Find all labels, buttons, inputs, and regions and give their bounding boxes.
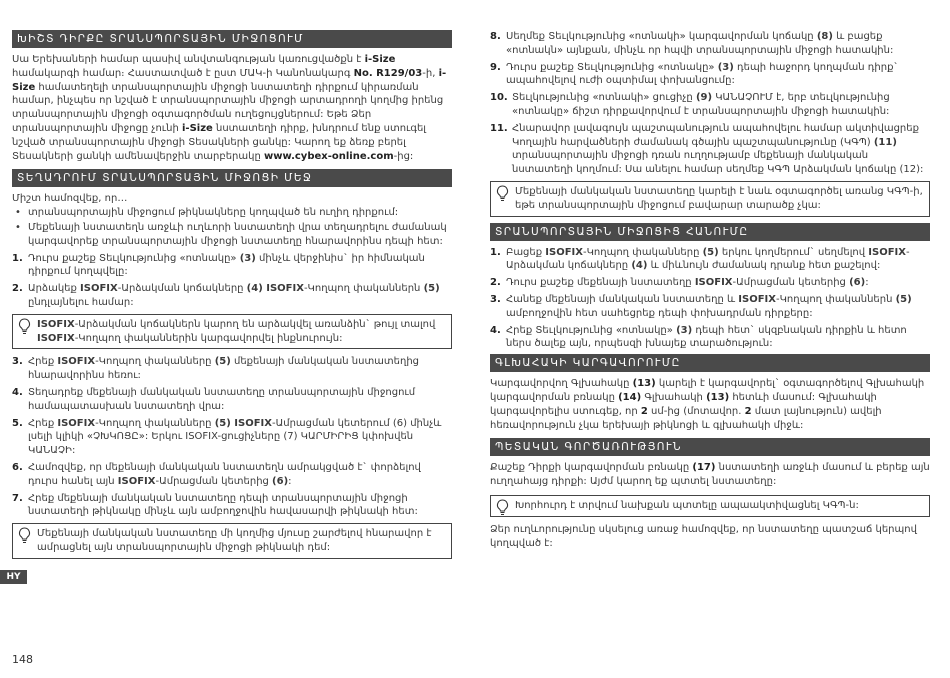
right-column [490, 30, 930, 556]
text: սմ-ից (մոտավոր. [647, 405, 745, 417]
text: Դուրս քաշեք Տեւլկությունից «ոտնակը» [506, 61, 718, 73]
text: Համոզվեք, որ մեքենայի մանկական նստատեղն ամրակցված է` փորձելով դուրս հանել այն [28, 461, 421, 487]
text-bold: (17) [692, 462, 716, 474]
text-bold: (4) [631, 260, 648, 272]
step-item [490, 122, 930, 177]
text: մատ լայնություն) ավելի հեռավորություն չկա երեխայի թիկնոցի և գլխահակի միջև: [490, 405, 882, 431]
section-header-headrest: ԳԼԽԱՀԱԿԻ ԿԱՐԳԱՎՈՐՈՒՄԸ [490, 354, 930, 372]
step-item [490, 246, 930, 274]
check-bullets [12, 206, 452, 248]
step-item [490, 324, 930, 352]
note-box [12, 523, 452, 559]
step-item [490, 91, 930, 119]
text: ընդլայնելու համար: [28, 296, 134, 308]
text: Սա Երեխաների համար պասիվ անվտանգության կառուցվածքն է [12, 54, 365, 65]
text-bold: (5) [895, 293, 912, 305]
section-header-difficult-position: ԽԻՇՏ ԴԻՐՔԸ ՏՐԱՆՍՊՈՐՏԱՅԻՆ ՄԻՋՈՑՈՒՄ [12, 30, 452, 48]
text-bold: 2 [640, 405, 648, 417]
text: մեքենայի մանկական նստատեղից հնարավորինս հեռու: [28, 356, 420, 382]
text: Տեղադրեք մեքենայի մանկական նստատեղը տրանսպորտային միջոցում համապատասխան նստատեղի վրա: [28, 386, 416, 412]
text-bold: (13) [632, 378, 656, 390]
step-number: 1. [490, 246, 501, 258]
install-steps-c [490, 30, 930, 177]
text-bold: ISOFIX [80, 283, 118, 295]
text: -Արձակման կոճակները [506, 246, 910, 272]
text: Բացեք [506, 246, 546, 258]
text: համատեղելի տրանսպորտային միջոցի նստատեղի դիրքում կիրառման համար, ինչպես որ նշված է տրանսպորտային միջոցի արտադրողի կողմից իրենց տրանսպորտային միջոցի օգտագործման ուղեցույցներում: Եթե Ձեր տրանսպորտային միջոցը չունի [12, 81, 444, 134]
text: և միևնույն ժամանակ դրանք հետ քաշելով: [647, 260, 881, 272]
text-bold: ISOFIX [37, 318, 75, 330]
step-item [490, 293, 930, 321]
text: : [288, 475, 292, 487]
text-bold: (5) [423, 283, 440, 295]
text: -Կողպող փականներն [775, 293, 896, 305]
step-number: 2. [490, 277, 501, 289]
text: -Կողպող փականները [95, 356, 215, 368]
text: Սեղմեք Տեւլկությունից «ոտնակի» կարգավորման կոճակը [506, 31, 817, 42]
step-number: 3. [12, 356, 23, 368]
lightbulb-icon [495, 185, 510, 202]
text-bold: (14) [618, 391, 642, 403]
text-bold: ISOFIX [37, 332, 75, 344]
note-text: Մեքենայի մանկական նստատեղը մի կողմից մյուսը շարժելով հնարավոր է ամրացնել այն տրանսպորտային միջոցի թիկնակի դեմ: [37, 528, 432, 553]
text-bold: 2 [744, 405, 752, 417]
text-bold: ISOFIX [117, 475, 156, 487]
step-item [490, 30, 930, 58]
text-bold: i-Size [12, 67, 447, 93]
lightbulb-icon [495, 499, 510, 516]
text: -Ամրացման կետերից [732, 277, 850, 289]
step-item [490, 61, 930, 89]
text: Հրեք Տեւլկությունից «ոտնակը» [506, 324, 677, 336]
text: դեպի հետ` սկզբնական դիրքին և հետո ներս ծալեք այն, որպեսզի խնայեք տարածություն: [506, 324, 907, 350]
step-number: 2. [12, 283, 23, 295]
install-steps-a [12, 252, 452, 310]
text: : [865, 277, 869, 289]
text: -Արձակման կոճակները [117, 283, 247, 295]
step-number: 4. [490, 324, 501, 336]
text: Արձակեք [28, 283, 81, 295]
step-number: 11. [490, 122, 508, 134]
bullet-item: • տրանսպորտային միջոցում թիկնակները կողպված են ուղիղ դիրքում: [12, 206, 452, 220]
text-bold: (6) [849, 277, 866, 289]
text-bold: (9) [695, 92, 713, 104]
text: -Ամրացման կետերից [155, 475, 273, 487]
text: հետևի մասում: Գլխահակի կարգավորելիս ստուգեք, որ [490, 391, 877, 417]
text: Հրեք [28, 417, 58, 429]
text: ԿԱՆԱՉՈՒՄ է, երբ տեւլկությունից «ոտնակը» ճիշտ դիրքավորվում է տրանսպորտային միջոցի հատակին: [512, 92, 890, 117]
text: Հրեք [28, 356, 58, 368]
text: նստատեղի դիրք, խնդրում ենք ստուգել նշված տրանսպորտային միջոցի Տեսակների ցանկը: Կարող եք ձեռք բերել Տեսակների ցանկի ամենավերջին տարբերակը [12, 122, 427, 162]
text: -Կողպող փականները [95, 417, 215, 429]
text: տրանսպորտային միջոցի դռան ուղղությամբ մեքենայի մանկական նստատեղի կողմում: Սա անելու համար սեղմեք ԿԳՊ Արձակման կոճակը (12): [512, 150, 924, 176]
text-bold: ISOFIX [545, 246, 583, 258]
step-item [12, 282, 452, 310]
step-number: 4. [12, 386, 23, 398]
install-steps-b [12, 355, 452, 519]
text: Հրեք մեքենայի մանկական նստատեղը դեպի տրանսպորտային միջոցի նստատեղի թիկնակը մինչև այն ամբողջովին հավասարվի թիկնակի հետ: [28, 492, 418, 518]
step-item [12, 355, 452, 383]
note-box [490, 181, 930, 217]
section-header-installation: ՏԵՂԱԴՐՈՒՄ ՏՐԱՆՍՊՈՐՏԱՅԻՆ ՄԻՋՈՑԻ ՄԵՋ [12, 169, 452, 187]
text-bold: (5) ISOFIX [214, 417, 272, 429]
text-bold: (3) [239, 252, 256, 264]
note-box [12, 314, 452, 350]
text-bold: i-Size [364, 54, 396, 65]
step-item [12, 386, 452, 414]
rotation-paragraph [490, 461, 930, 489]
step-number: 8. [490, 31, 501, 42]
left-column [12, 30, 452, 565]
step-item [12, 252, 452, 280]
text-bold: (5) [702, 246, 719, 258]
isize-paragraph [12, 53, 452, 163]
website-link[interactable]: www.cybex-online.com [264, 150, 394, 162]
text-bold: (3) [717, 61, 734, 73]
headrest-paragraph [490, 377, 930, 432]
text-bold: ISOFIX [868, 246, 906, 258]
text: Գլխահակի [641, 391, 707, 403]
lightbulb-icon [17, 527, 32, 544]
closing-paragraph: Ձեր ուղևորությունը սկսելուց առաջ համոզվեք, որ նստատեղը պատշաճ կերպով կողպված է: [490, 523, 917, 549]
bullet-item: • Մեքենայի նստատեղն առջևի ուղևորի նստատեղի վրա տեղադրելու ժամանակ կարգավորեք տրանսպորտային միջոցի նստատեղը հնարավորինս դեպի հետ: [12, 221, 452, 249]
text-bold: i-Size [182, 122, 213, 134]
note-text: Խորհուրդ է տրվում նախքան պտտելը ապաակտիվացնել ԿԳՊ-ն: [515, 499, 859, 511]
text: Հանեք մեքենայի մանկական նստատեղը և [506, 293, 739, 305]
text: կարելի է կարգավորել` օգտագործելով Գլխահակի կարգավորման բռնակը [490, 378, 925, 403]
removal-steps [490, 246, 930, 352]
text-bold: No. R129/03 [353, 67, 423, 79]
lightbulb-icon [17, 318, 32, 335]
text: Տեւլկությունից «ոտնակի» ցուցիչը [512, 92, 696, 104]
step-number: 10. [490, 92, 508, 104]
text-bold: (3) [676, 324, 693, 336]
text: ամբողջովին հետ սահեցրեք դեպի փոխադրման դիրքերը: [506, 307, 813, 319]
text: Դուրս քաշեք Տեւլկությունից «ոտնակը» [28, 252, 240, 264]
text-bold: ISOFIX [57, 417, 96, 429]
step-number: 9. [490, 61, 501, 73]
step-number: 5. [12, 417, 23, 429]
text-bold: (8) [816, 31, 833, 42]
text: համակարգի համար։ Հաստատված է ըստ ՄԱԿ-ի Կանոնակարգ [12, 67, 354, 79]
step-number: 7. [12, 492, 23, 504]
text: երկու կողմերում` սեղմելով [718, 246, 869, 258]
text-bold: (11) [873, 136, 897, 148]
text-bold: ISOFIX [694, 277, 733, 289]
text: -Արձակման կոճակներն կարող են արձակվել առանձին` թույլ տալով [74, 318, 436, 330]
page-number: 148 [12, 653, 33, 666]
text: Կարգավորվող Գլխահակը [490, 378, 633, 390]
step-item [490, 276, 930, 290]
text-bold: (13) [706, 391, 730, 403]
text-bold: ISOFIX [57, 356, 96, 368]
step-item [12, 492, 452, 520]
section-header-removal: ՏՐԱՆՍՊՈՐՏԱՅԻՆ ՄԻՋՈՑԻՑ ՀԱՆՈՒՄԸ [490, 223, 930, 241]
text: -ից: [393, 150, 414, 162]
text: մինչև վերջինիս` իր հիմնական դիրքում կողպվելը: [28, 252, 425, 278]
step-number: 6. [12, 461, 23, 473]
text: -Կողպող փականներն [303, 283, 424, 295]
step-number: 1. [12, 252, 23, 264]
text-bold: (5) [214, 356, 231, 368]
section-header-rotation: ՊԵՏԱԿԱՆ ԳՈՐԾԱՌՈՒԹՅՈՒՆ [490, 438, 930, 456]
step-item [12, 417, 452, 458]
text-bold: ISOFIX [738, 293, 776, 305]
note-text: Մեքենայի մանկական նստատեղը կարելի է նաև օգտագործել առանց ԿԳՊ-ի, եթե տրանսպորտային միջոցում բավարար տարածք չկա: [515, 185, 923, 211]
text: և բացեք «ոտնակն» այնքան, մինչև որ հպվի տրանսպորտային միջոցի հատակին: [506, 31, 894, 56]
step-item [12, 461, 452, 489]
step-number: 3. [490, 293, 501, 305]
text: -Կողպող փականներին կարգավորվել ինքնուրույն: [74, 332, 343, 344]
text: -ի, [422, 67, 439, 79]
text: նստատեղի առջևի մասում և բերեք այն ուղղահայց դիրքի: Այժմ կարող եք պտտել նստատեղը: [490, 462, 930, 488]
note-box [490, 495, 930, 517]
text: Հնարավոր լավագույն պաշտպանություն ապահովելու համար ակտիվացրեք Կողային հարվածների ժամանակ գծային պաշտպանությունը (ԿԳՊ) [512, 122, 919, 148]
intro-text: Միշտ համոզվեք, որ… [12, 193, 128, 205]
text-bold: (6) [272, 475, 289, 487]
language-tab: HY [0, 570, 27, 584]
text: Դուրս քաշեք մեքենայի նստատեղը [506, 277, 695, 289]
text: -Ամրացման կետերում (6) մինչև լսելի կլիկի «ՉԽԿՈՑԸ»: Երկու ISOFIX-ցուցիչները (7) ԿԱՐՄԻՐԻՑ կփոխվեն ԿԱՆԱՉԻ: [28, 417, 442, 457]
text: դեպի հաջորդ կողպման դիրք` ապահովելով ուժի օպտիմալ փոխանցումը: [506, 61, 899, 87]
text-bold: (4) ISOFIX [246, 283, 304, 295]
text: Քաշեք Դիրքի կարգավորման բռնակը [490, 462, 693, 474]
text: -Կողպող փականները [582, 246, 703, 258]
